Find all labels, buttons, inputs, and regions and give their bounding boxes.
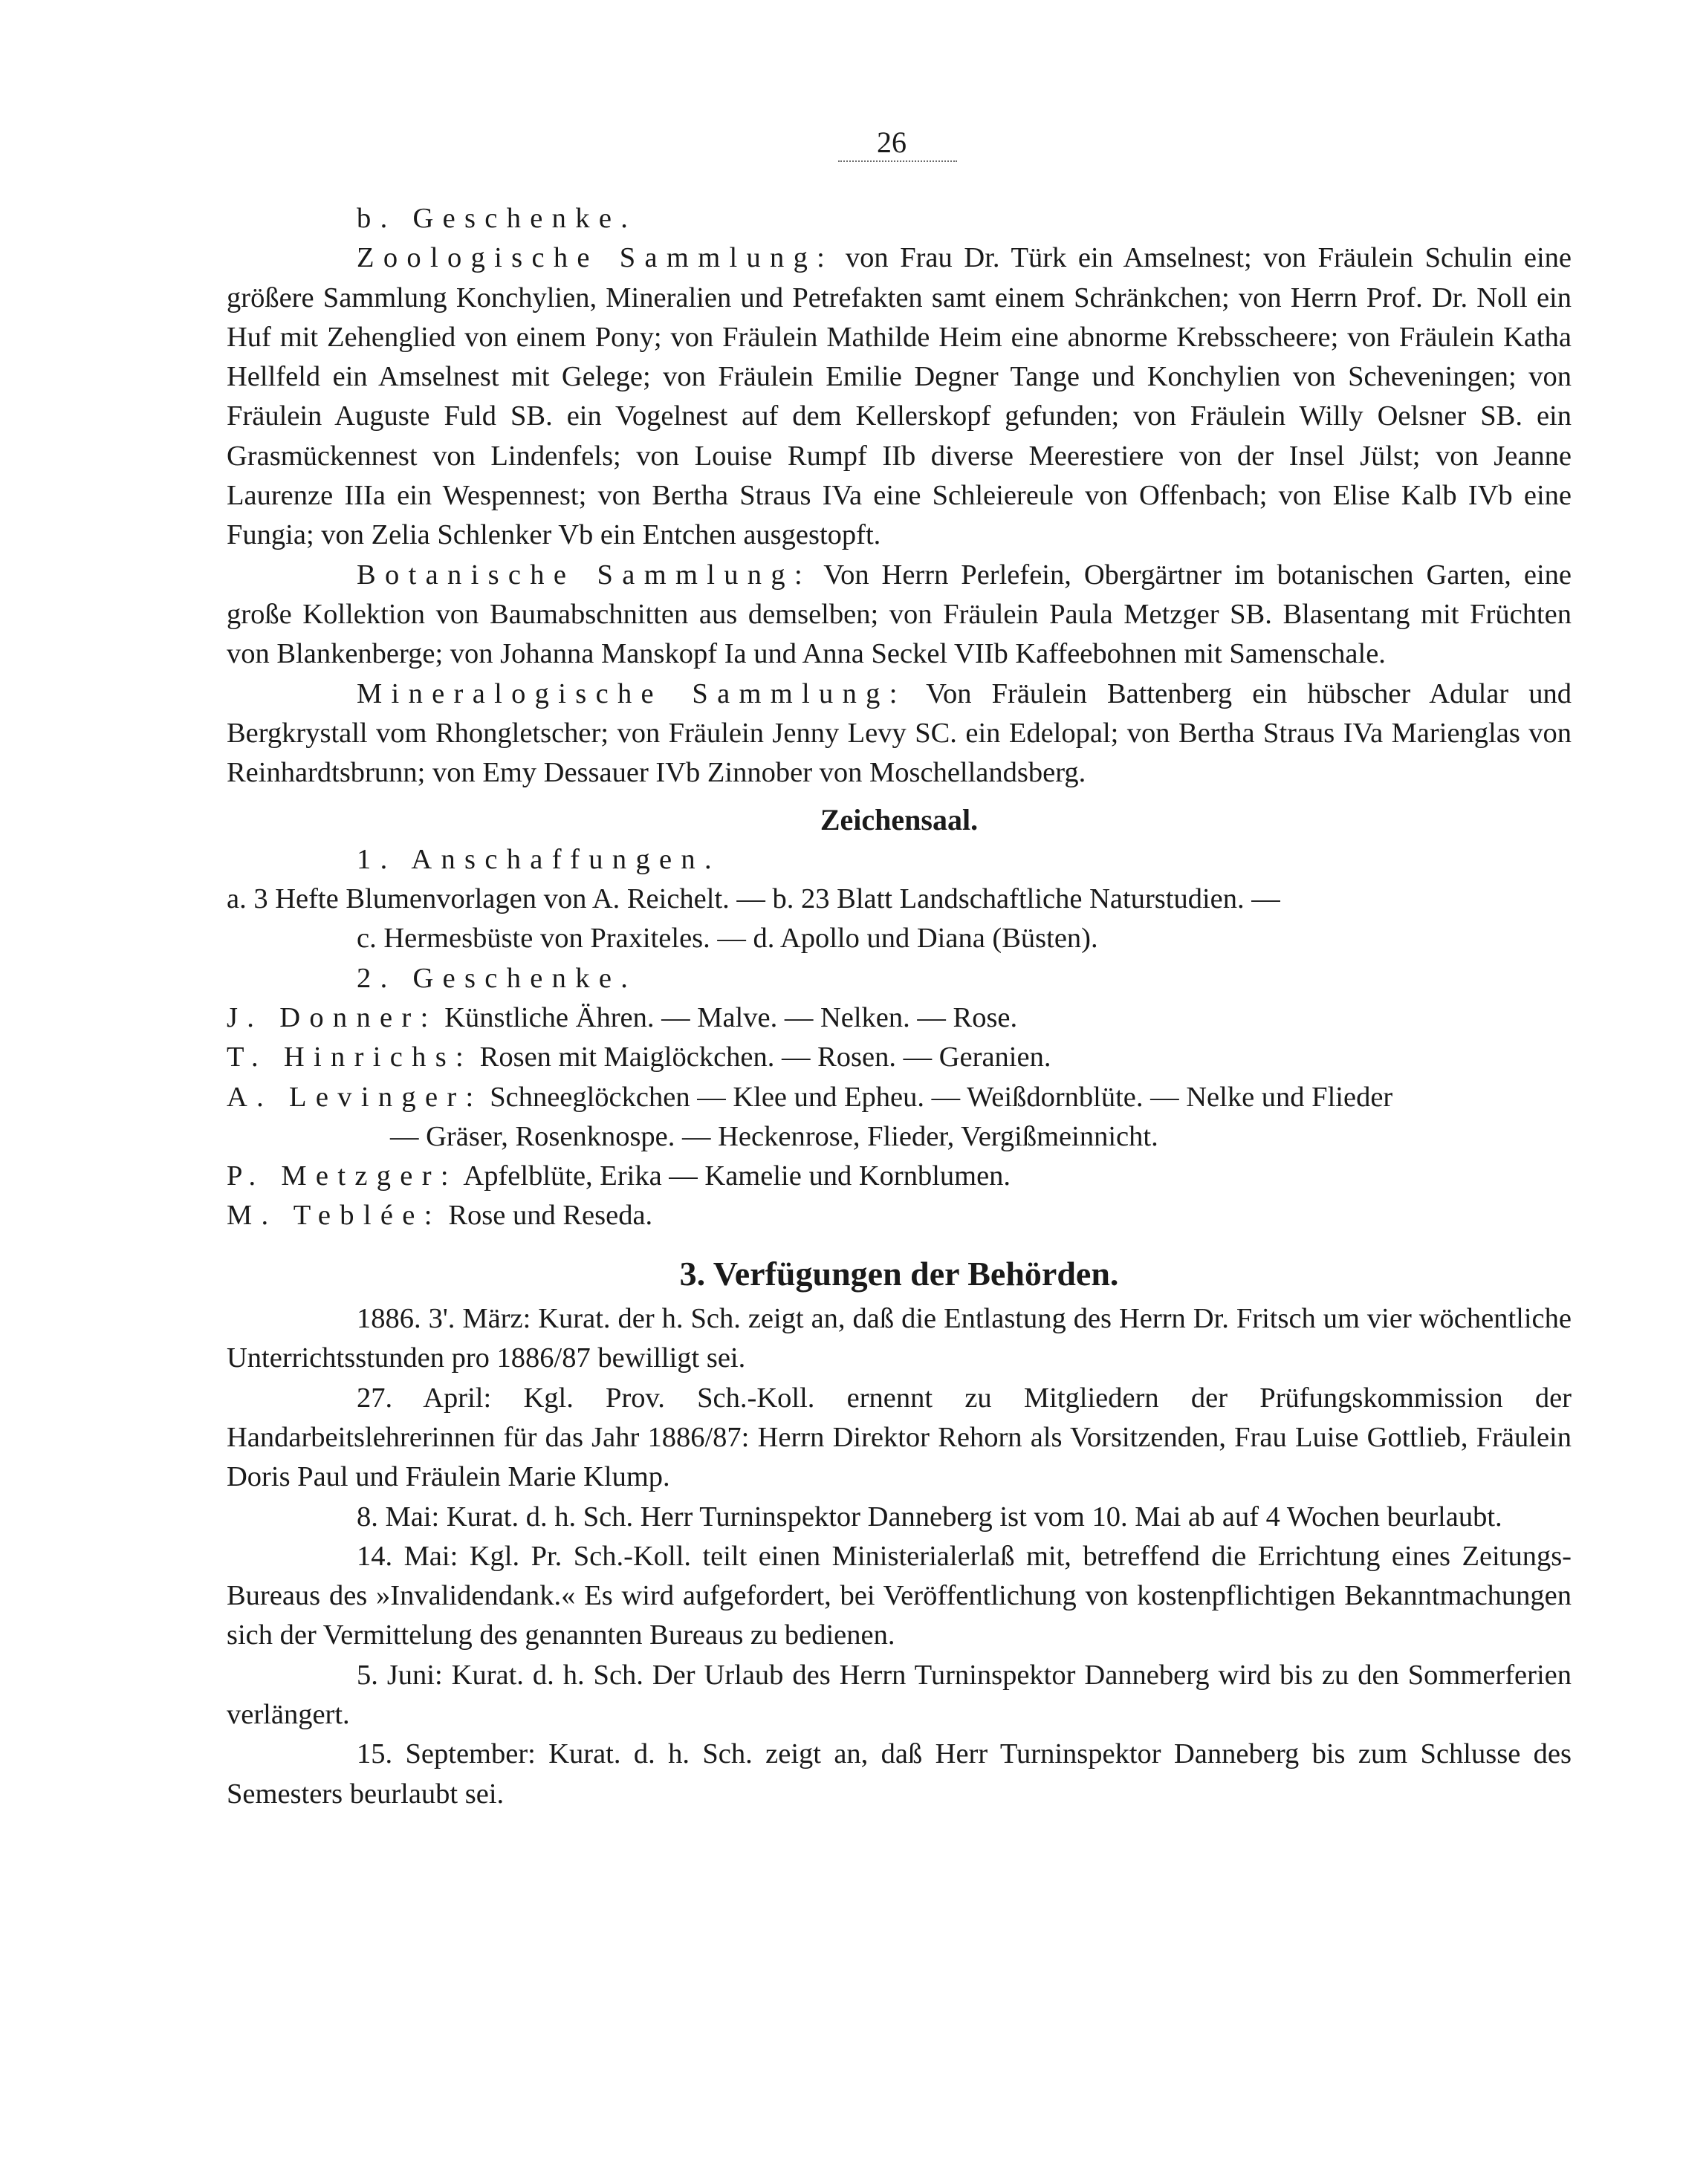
verfuegung-item: 15. September: Kurat. d. h. Sch. zeigt an, daß Herr Turninspektor Danneberg bis zum Schlusse des Semesters beurlaubt sei. (227, 1738, 1572, 1810)
zeichensaal-heading: Zeichensaal. (820, 803, 979, 837)
verfuegung-item: 27. April: Kgl. Prov. Sch.-Koll. ernennt zu Mitgliedern der Prüfungskommission der Handarbeitslehrerinnen für das Jahr 1886/87: Herrn Direktor Rehorn als Vorsitzenden, Frau Luise Gottlieb, Fräulein Doris Paul und Fräulein Marie Klump. (227, 1382, 1572, 1493)
mineralogische-text: Von Fräulein Battenberg ein hübscher Adular und Bergkrystall vom Rhongletscher; von Fräulein Jenny Levy SC. ein Edelopal; von Bertha Straus IVa Marienglas von Reinhardtsbrunn; von Emy Dessauer IVb Zinnober von Moschellandsberg. (227, 677, 1572, 789)
gift-entry-metzger: P. Metzger: Apfelblüte, Erika — Kamelie und Kornblumen. (227, 1160, 1011, 1192)
zoologische-paragraph (227, 238, 1572, 555)
page-number: 26 (877, 126, 907, 159)
gift-entry-levinger: A. Levinger: Schneeglöckchen — Klee und Epheu. — Weißdornblüte. — Nelke und Flieder (227, 1081, 1393, 1113)
zoologische-text: von Frau Dr. Türk ein Amselnest; von Fräulein Schulin eine größere Sammlung Konchylien, Mineralien und Petrefakten samt einem Schränkchen; von Herrn Prof. Dr. Noll ein Huf mit Zehenglied von einem Pony; von Fräulein Mathilde Heim eine abnorme Krebsscheere; von Fräulein Katha Hellfeld ein Amselnest mit Gelege; von Fräulein Emilie Degner Tange und Konchylien von Scheveningen; von Fräulein Auguste Fuld SB. ein Vogelnest auf dem Kellerskopf gefunden; von Fräulein Willy Oelsner SB. ein Grasmückennest von Lindenfels; von Louise Rumpf IIb diverse Meerestiere von der Insel Jülst; von Jeanne Laurenze IIIa ein Wespennest; von Bertha Straus IVa eine Schleiereule von Offenbach; von Elise Kalb IVb eine Fungia; von Zelia Schlenker Vb ein Entchen ausgestopft. (227, 242, 1572, 551)
verfuegung-item: 8. Mai: Kurat. d. h. Sch. Herr Turninspektor Danneberg ist vom 10. Mai ab auf 4 Wochen beurlaubt. (357, 1501, 1502, 1533)
gift-entry-teblee: M. Teblée: Rose und Reseda. (227, 1200, 653, 1232)
anschaffungen-line-2: c. Hermesbüste von Praxiteles. — d. Apollo und Diana (Büsten). (357, 923, 1098, 955)
botanische-paragraph (227, 556, 1572, 675)
zoologische-lead: Zoologische Sammlung: (357, 242, 834, 274)
page-content (227, 199, 1572, 1814)
botanische-text: Von Herrn Perlefein, Obergärtner im botanischen Garten, eine große Kollektion von Baumabschnitten aus demselben; von Fräulein Paula Metzger SB. Blasentang mit Früchten von Blankenberge; von Johanna Manskopf Ia und Anna Seckel VIIb Kaffeebohnen mit Samenschale. (227, 559, 1572, 670)
gift-entry-hinrichs: T. Hinrichs: Rosen mit Maiglöckchen. — Rosen. — Geranien. (227, 1041, 1051, 1073)
gift-entry-levinger-continued: — Gräser, Rosenknospe. — Heckenrose, Flieder, Vergißmeinnicht. (390, 1120, 1158, 1152)
geschenke-label: 2. Geschenke. (357, 962, 638, 994)
verfuegungen-heading: 3. Verfügungen der Behörden. (679, 1254, 1119, 1293)
verfuegung-item: 14. Mai: Kgl. Pr. Sch.-Koll. teilt einen Ministerialerlaß mit, betreffend die Errichtung eines Zeitungs-Bureaus des »Invalidendank.« Es wird aufgefordert, bei Veröffentlichung von kostenpflichtigen Bekanntmachungen sich der Vermittelung des genannten Bureaus zu bedienen. (227, 1540, 1572, 1651)
mineralogische-paragraph (227, 675, 1572, 793)
section-b-label: b. Geschenke. (357, 203, 638, 234)
verfuegung-item: 5. Juni: Kurat. d. h. Sch. Der Urlaub des Herrn Turninspektor Danneberg wird bis zu den Sommerferien verlängert. (227, 1659, 1572, 1730)
anschaffungen-line-1: a. 3 Hefte Blumenvorlagen von A. Reichelt. — b. 23 Blatt Landschaftliche Naturstudien. — (227, 883, 1280, 915)
botanische-lead: Botanische Sammlung: (357, 559, 811, 591)
verfuegung-item: 1886. 3'. März: Kurat. der h. Sch. zeigt an, daß die Entlastung des Herrn Dr. Fritsch um vier wöchentliche Unterrichtsstunden pro 1886/87 bewilligt sei. (227, 1303, 1572, 1374)
anschaffungen-label: 1. Anschaffungen. (357, 843, 721, 875)
gift-entry-donner: J. Donner: Künstliche Ähren. — Malve. — Nelken. — Rose. (227, 1001, 1018, 1033)
mineralogische-lead: Mineralogische Sammlung: (357, 677, 907, 709)
page-number-rule (838, 160, 957, 162)
